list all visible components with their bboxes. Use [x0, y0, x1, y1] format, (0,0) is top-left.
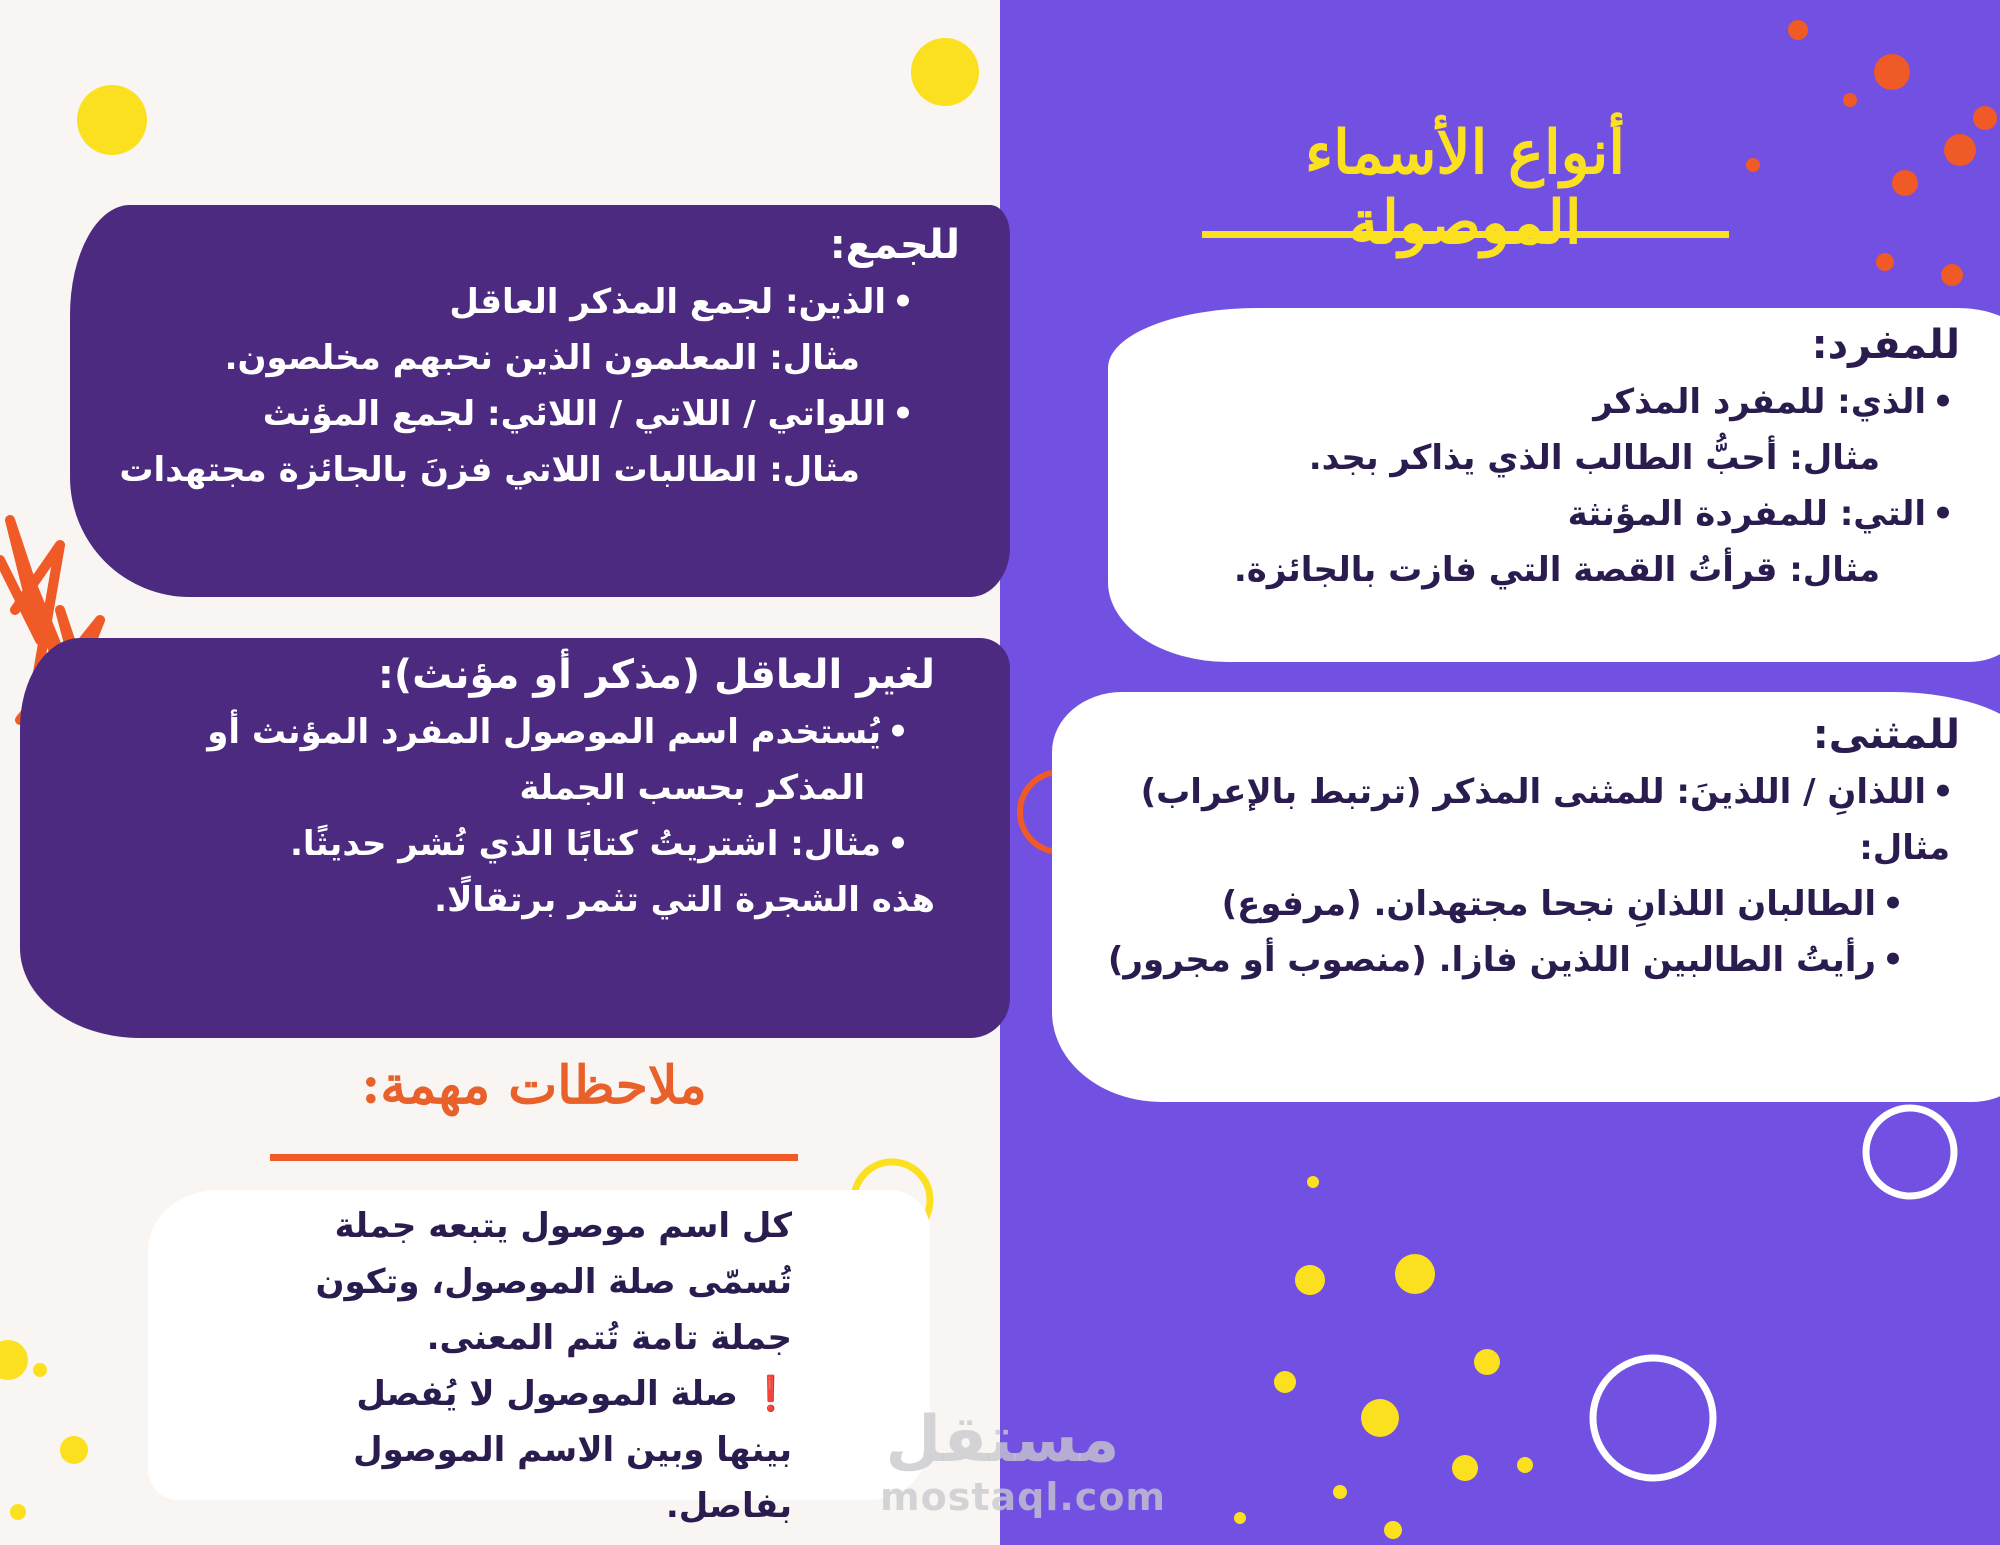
- note-line: جملة تامة تُتم المعنى.: [426, 1318, 792, 1358]
- singular-heading: للمفرد:: [1811, 322, 1960, 368]
- yellow-dot: [1395, 1254, 1435, 1294]
- watermark-arabic: مستقل: [885, 1403, 1120, 1477]
- yellow-dot: [33, 1363, 47, 1377]
- yellow-dot: [1295, 1265, 1325, 1295]
- yellow-dot: [1333, 1485, 1347, 1499]
- orange-dot: [1944, 134, 1976, 166]
- orange-dot: [1874, 54, 1910, 90]
- card-notes: [232, 1198, 792, 1534]
- note-line: كل اسم موصول يتبعه جملة: [334, 1206, 792, 1246]
- plural-fem-item: • اللواتي / اللاتي / اللائي: لجمع المؤنث: [80, 386, 960, 442]
- yellow-dot: [77, 85, 147, 155]
- dual-example-accusative: • رأيتُ الطالبين اللذين فازا. (منصوب أو مجرور): [1040, 932, 1960, 988]
- nonrational-example-item: • مثال: اشتريتُ كتابًا الذي نُشر حديثًا.: [55, 816, 935, 872]
- note-line: [232, 1366, 792, 1422]
- orange-dot: [1746, 158, 1760, 172]
- yellow-dot: [1307, 1176, 1319, 1188]
- card-nonrational: [55, 652, 935, 928]
- yellow-dot: [1361, 1399, 1399, 1437]
- watermark: [880, 1403, 1167, 1519]
- yellow-dot: [1452, 1455, 1478, 1481]
- card-dual: [1040, 712, 1960, 988]
- nonrational-example-continued: هذه الشجرة التي تثمر برتقالًا.: [434, 880, 935, 920]
- nonrational-usage-item: • يُستخدم اسم الموصول المفرد المؤنث أو: [55, 704, 935, 760]
- singular-masc-example: مثال: أحبُّ الطالب الذي يذاكر بجد.: [1308, 438, 1880, 478]
- watermark-domain: mostaql.com: [880, 1475, 1167, 1519]
- white-ring: [1593, 1358, 1713, 1478]
- orange-dot: [1892, 170, 1918, 196]
- note-line: تُسمّى صلة الموصول، وتكون: [315, 1262, 792, 1302]
- dual-masc-item: • اللذانِ / اللذينَ: للمثنى المذكر (ترتبط بالإعراب): [1040, 764, 1960, 820]
- plural-fem-example: مثال: الطالبات اللاتي فزنَ بالجائزة مجتهدات: [119, 450, 860, 490]
- nonrational-usage-continued: المذكر بحسب الجملة: [519, 768, 865, 808]
- yellow-dot: [10, 1504, 26, 1520]
- yellow-dot: [1274, 1371, 1296, 1393]
- dual-heading: للمثنى:: [1812, 712, 1960, 758]
- orange-dot: [1941, 264, 1963, 286]
- exclamation-icon: ❗: [749, 1374, 792, 1414]
- singular-fem-example: مثال: قرأتُ القصة التي فازت بالجائزة.: [1233, 550, 1880, 590]
- yellow-dot: [0, 1340, 28, 1380]
- plural-masc-item: • الذين: لجمع المذكر العاقل: [80, 274, 960, 330]
- plural-masc-example: مثال: المعلمون الذين نحبهم مخلصون.: [224, 338, 860, 378]
- notes-title: ملاحظات مهمة:: [361, 1055, 707, 1116]
- nonrational-heading: لغير العاقل (مذكر أو مؤنث):: [377, 652, 935, 698]
- orange-dot: [1973, 106, 1997, 130]
- yellow-dot: [1384, 1521, 1402, 1539]
- note-line-text: صلة الموصول لا يُفصل: [356, 1374, 738, 1414]
- orange-dot: [1876, 253, 1894, 271]
- singular-fem-item: • التي: للمفردة المؤنثة: [1100, 486, 1960, 542]
- yellow-dot: [911, 38, 979, 106]
- note-line: بينها وبين الاسم الموصول: [353, 1430, 792, 1470]
- plural-heading: للجمع:: [829, 222, 960, 268]
- dual-example-label: مثال:: [1859, 828, 1950, 868]
- card-plural: [80, 222, 960, 498]
- singular-masc-item: • الذي: للمفرد المذكر: [1100, 374, 1960, 430]
- yellow-dot: [1234, 1512, 1246, 1524]
- yellow-dot: [60, 1436, 88, 1464]
- dual-example-nominative: • الطالبان اللذانِ نجحا مجتهدان. (مرفوع): [1040, 876, 1960, 932]
- yellow-dot: [1517, 1457, 1533, 1473]
- note-line: بفاصل.: [665, 1486, 792, 1526]
- orange-dot: [1788, 20, 1808, 40]
- main-title: أنواع الأسماء الموصولة: [1304, 118, 1626, 258]
- white-ring: [1866, 1108, 1954, 1196]
- yellow-dot: [1474, 1349, 1500, 1375]
- orange-dot: [1843, 93, 1857, 107]
- notes-underline: [270, 1154, 798, 1161]
- card-singular: [1100, 322, 1960, 598]
